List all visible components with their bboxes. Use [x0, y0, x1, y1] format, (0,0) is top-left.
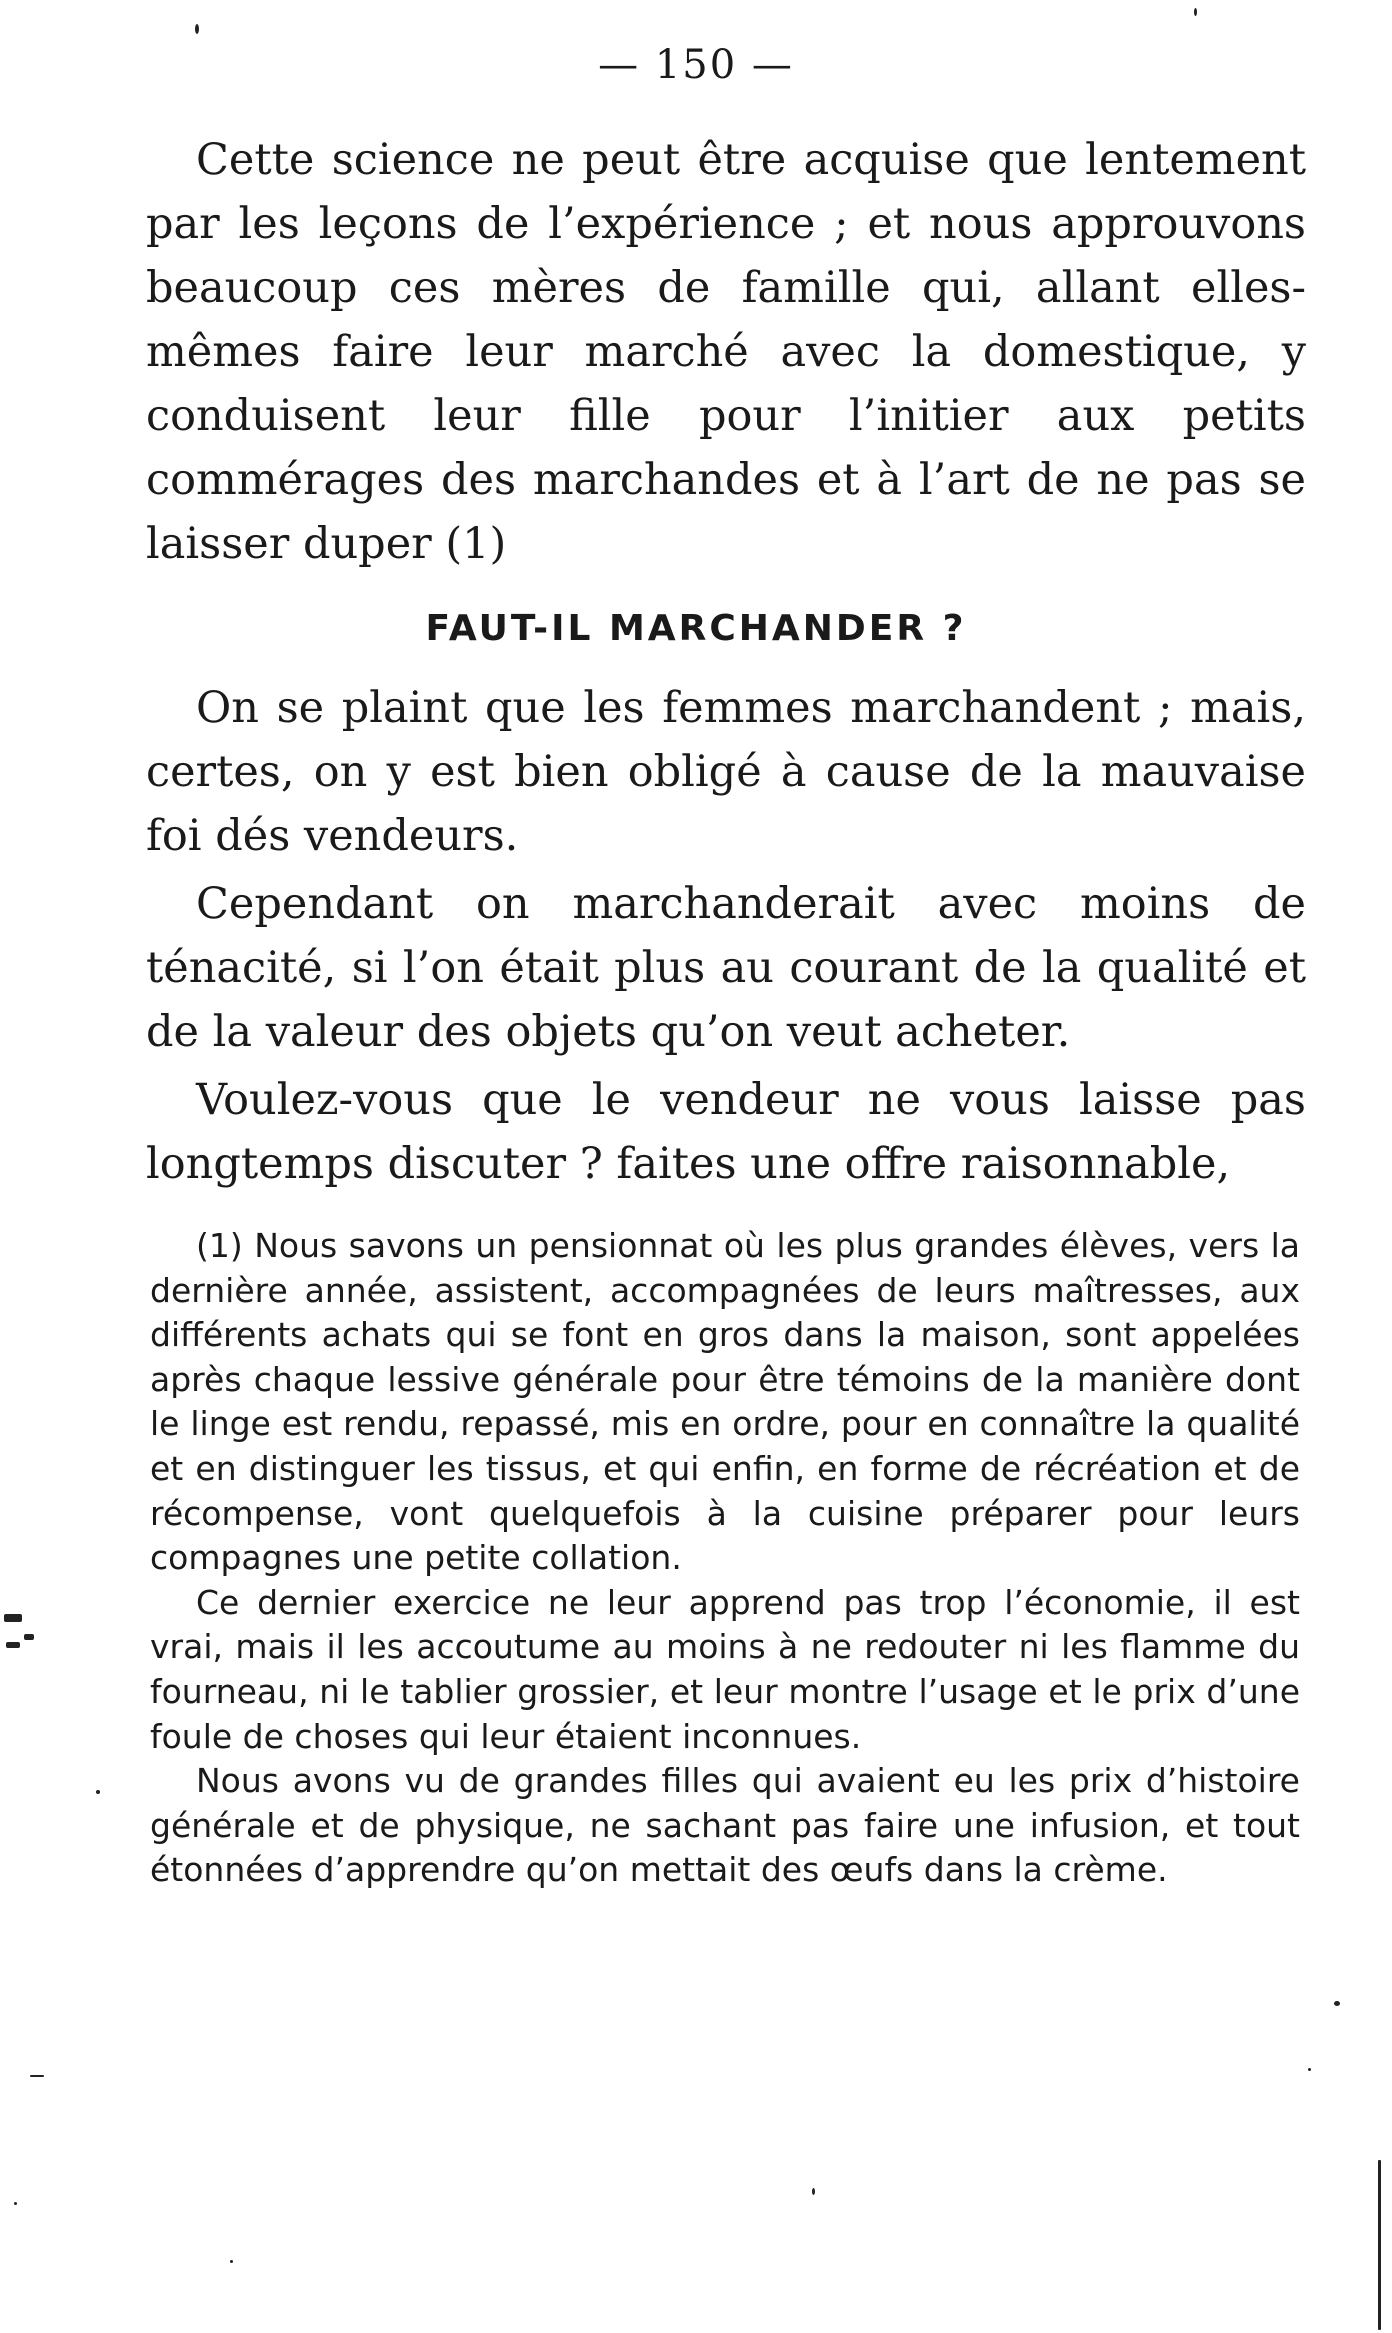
- scan-speck: [14, 2202, 17, 2205]
- scan-speck: [1378, 2160, 1381, 2330]
- scan-speck: [96, 1790, 100, 1794]
- scan-speck: [812, 2188, 815, 2195]
- page-number: — 150 —: [598, 42, 794, 88]
- scan-speck: [1194, 8, 1197, 16]
- scan-speck: [4, 1614, 22, 1622]
- scan-speck: [6, 1642, 20, 1648]
- paragraph-complaint: On se plaint que les femmes marchandent ; mais, certes, on y est bien obligé à cause de la mauvaise foi dés vendeurs.: [146, 683, 1306, 861]
- main-text-top: [146, 128, 1306, 576]
- paragraph-science: Cette science ne peut être acquise que lentement par les leçons de l’expérience ; et nous approuvons beaucoup ces mères de famille qui, allant elles-mêmes faire leur marché avec la domestique, y conduisent leur fille pour l’initier aux petits commérages des marchandes et à l’art de ne pas se laisser duper (1): [146, 135, 1306, 569]
- footnote-paragraph-exercise: Ce dernier exercice ne leur apprend pas trop l’économie, il est vrai, mais il les accoutume au moins à ne redouter ni les flamme du fourneau, ni le tablier grossier, et leur montre l’usage et le prix d’une foule de choses qui leur étaient inconnues.: [150, 1582, 1300, 1756]
- footnote: [150, 1224, 1300, 1893]
- footnote-paragraph-infusion: Nous avons vu de grandes filles qui avaient eu les prix d’histoire générale et de physique, ne sachant pas faire une infusion, et tout étonnées d’apprendre qu’on mettait des œufs dans la crème.: [150, 1761, 1300, 1890]
- paragraph-tenacity: Cependant on marchanderait avec moins de ténacité, si l’on était plus au courant de la qualité et de la valeur des objets qu’on veut acheter.: [146, 879, 1306, 1057]
- scan-speck: [230, 2260, 233, 2263]
- paragraph-offer: Voulez-vous que le vendeur ne vous laisse pas longtemps discuter ? faites une offre raisonnable,: [146, 1075, 1306, 1189]
- scan-speck: [30, 2075, 44, 2077]
- main-text-bottom: [146, 676, 1306, 1196]
- scan-speck: [1308, 2068, 1311, 2071]
- scan-speck: [1334, 2001, 1340, 2006]
- section-heading: FAUT-IL MARCHANDER ?: [425, 608, 967, 649]
- scan-speck: [195, 24, 199, 34]
- footnote-paragraph-pensionnat: (1) Nous savons un pensionnat où les plus grandes élèves, vers la dernière année, assistent, accompagnées de leurs maîtresses, aux différents achats qui se font en gros dans la maison, sont appelées après chaque lessive générale pour être témoins de la manière dont le linge est rendu, repassé, mis en ordre, pour en connaître la qualité et en distinguer les tissus, et qui enfin, en forme de récréation et de récompense, vont quelquefois à la cuisine préparer pour leurs compagnes une petite collation.: [150, 1226, 1300, 1578]
- scan-speck: [24, 1634, 34, 1640]
